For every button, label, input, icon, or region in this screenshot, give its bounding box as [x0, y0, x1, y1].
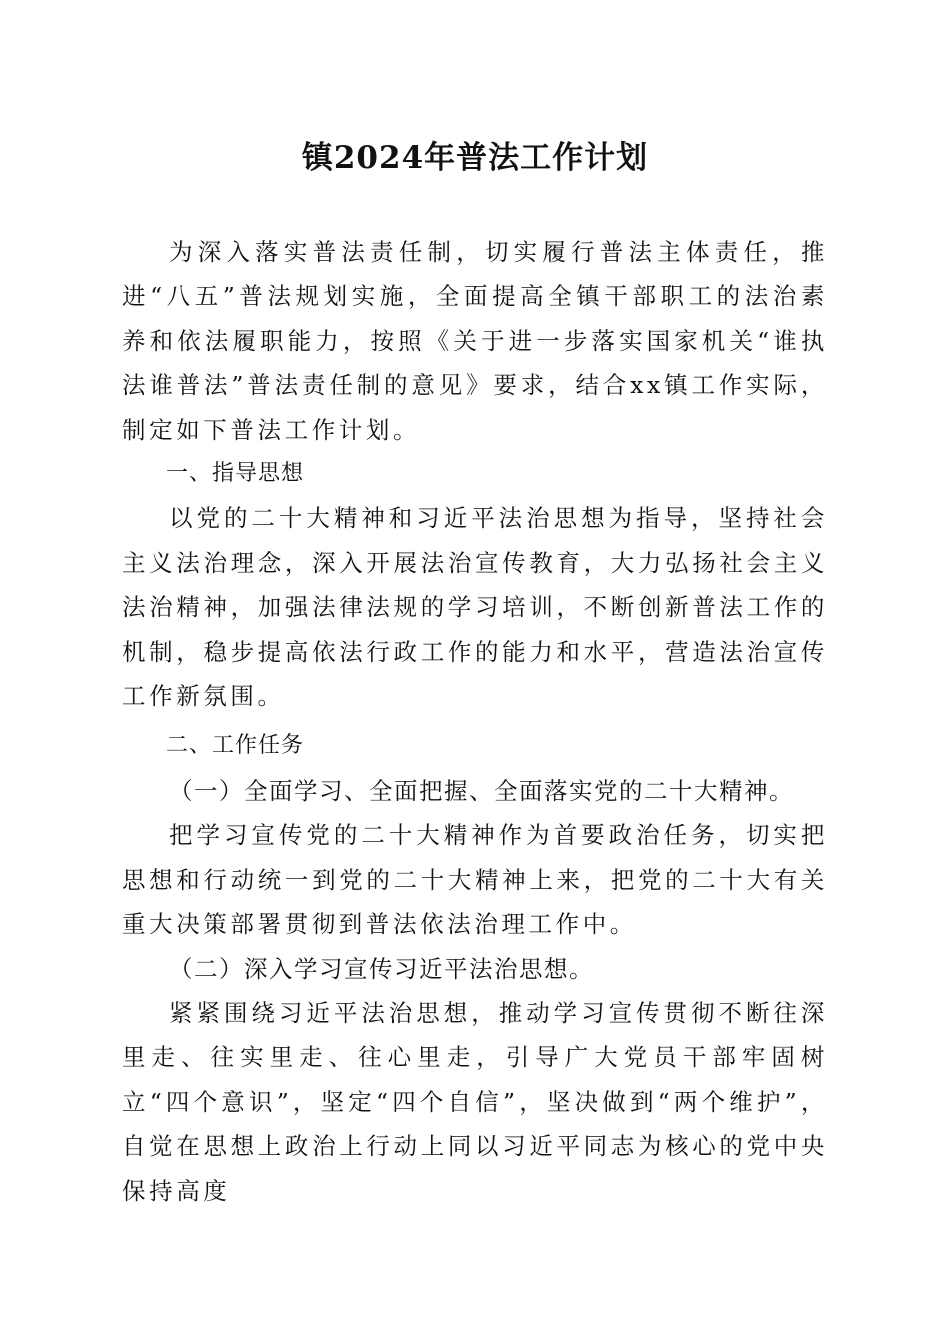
task-paragraph-1: 把学习宣传党的二十大精神作为首要政治任务，切实把思想和行动统一到党的二十大精神上来，把党的二十大有关重大决策部署贯彻到普法依法治理工作中。	[122, 821, 828, 939]
task-heading-2: （二）深入学习宣传习近平法治思想。	[169, 954, 594, 983]
intro-paragraph: 为深入落实普法责任制，切实履行普法主体责任，推进“八五”普法规划实施，全面提高全镇干部职工的法治素养和依法履职能力，按照《关于进一步落实国家机关“谁执法谁普法”普法责任制的意见》要求，结合xx镇工作实际，制定如下普法工作计划。	[122, 238, 828, 444]
task-paragraph-2: 紧紧围绕习近平法治思想，推动学习宣传贯彻不断往深里走、往实里走、往心里走，引导广大党员干部牢固树立“四个意识”，坚定“四个自信”，坚决做到“两个维护”，自觉在思想上政治上行动上同以习近平同志为核心的党中央保持高度	[122, 998, 828, 1205]
task-heading-1: （一）全面学习、全面把握、全面落实党的二十大精神。	[169, 776, 794, 805]
section-heading-guiding-thought: 一、指导思想	[166, 461, 305, 487]
document-title: 镇2024年普法工作计划	[301, 140, 649, 176]
guiding-thought-paragraph: 以党的二十大精神和习近平法治思想为指导，坚持社会主义法治理念，深入开展法治宣传教育，大力弘扬社会主义法治精神，加强法律法规的学习培训，不断创新普法工作的机制，稳步提高依法行政工作的能力和水平，营造法治宣传工作新氛围。	[122, 504, 828, 711]
document-body	[122, 230, 828, 1213]
section-heading-work-tasks: 二、工作任务	[166, 733, 305, 759]
